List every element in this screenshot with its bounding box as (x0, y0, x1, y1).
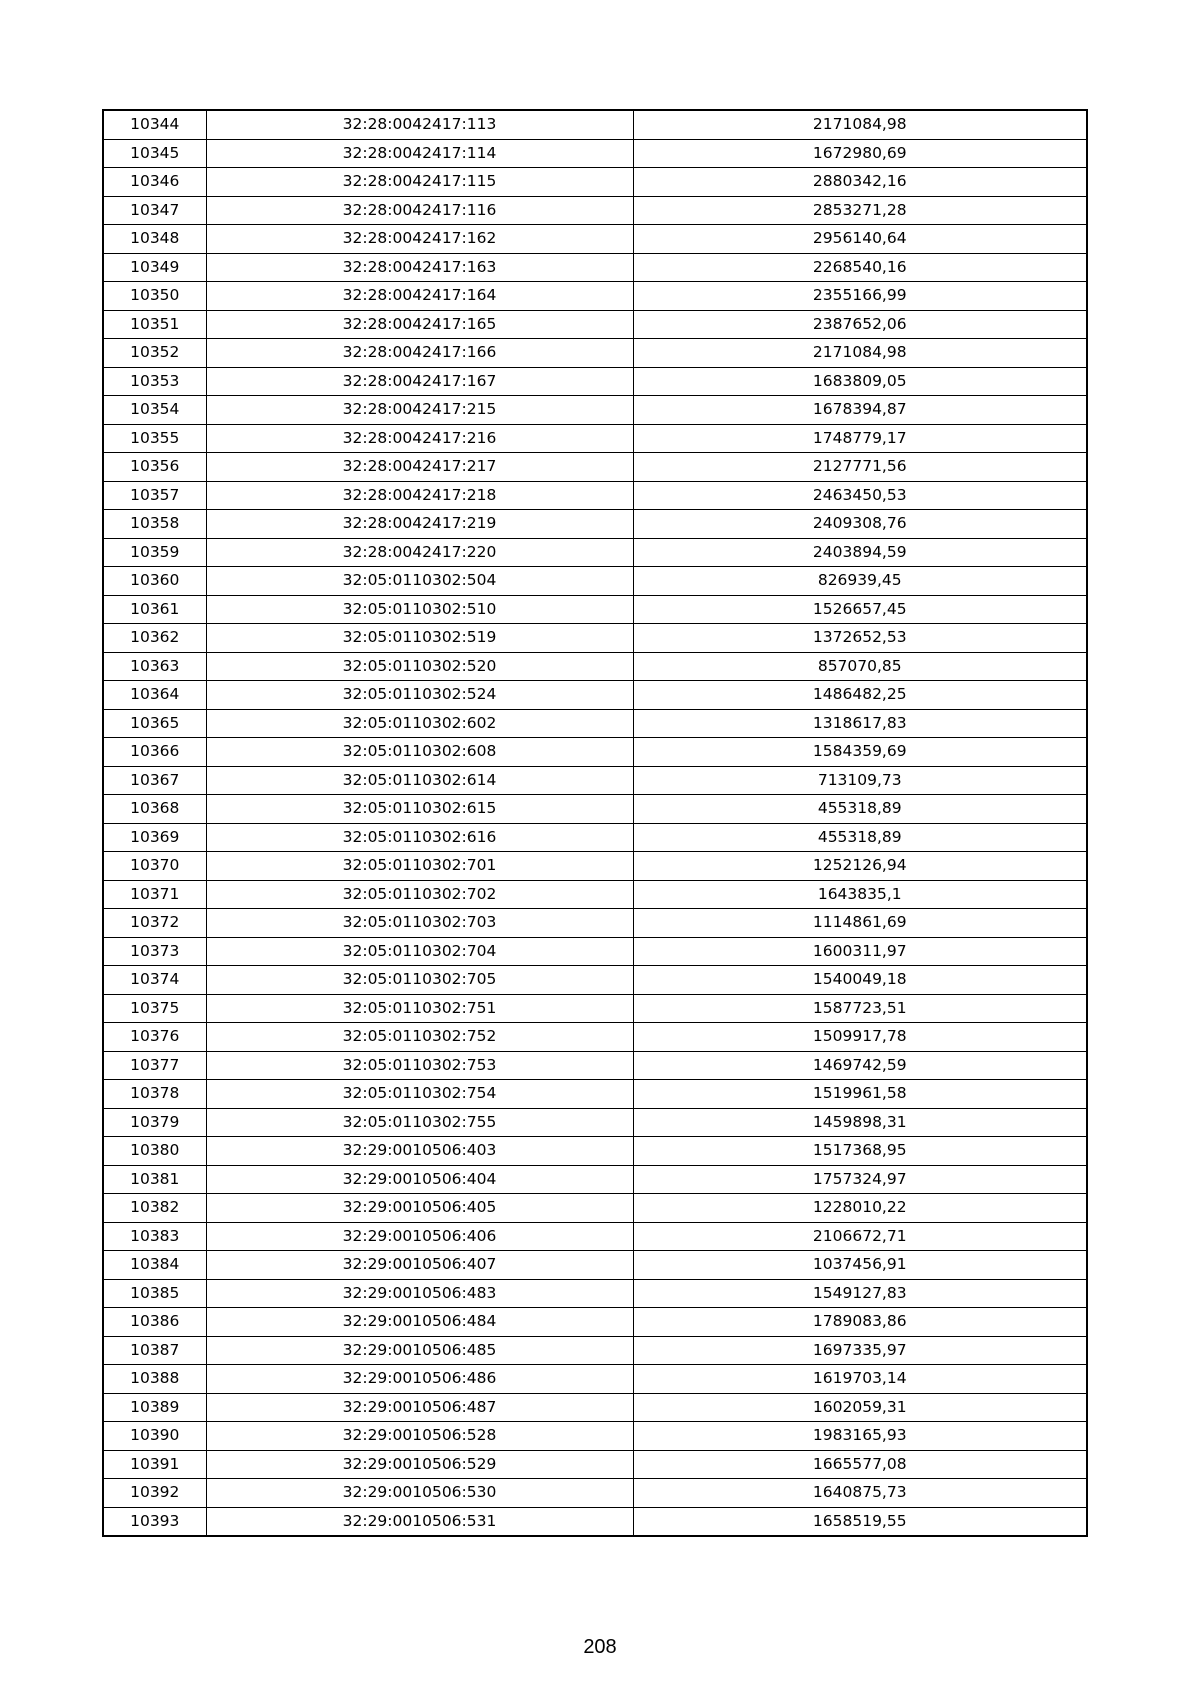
cadastral-value-cell: 1509917,78 (633, 1023, 1087, 1052)
page-number: 208 (583, 1636, 617, 1658)
cadastral-number-cell: 32:28:0042417:165 (206, 310, 633, 339)
cadastral-value-cell: 857070,85 (633, 652, 1087, 681)
cadastral-value-cell: 2463450,53 (633, 481, 1087, 510)
cadastral-number-cell: 32:28:0042417:216 (206, 424, 633, 453)
cadastral-value-cell: 1540049,18 (633, 966, 1087, 995)
cadastral-value-cell: 1983165,93 (633, 1422, 1087, 1451)
table-row (103, 481, 1087, 510)
row-number-cell: 10358 (103, 510, 206, 539)
cadastral-value-cell: 1519961,58 (633, 1080, 1087, 1109)
cadastral-value-cell: 455318,89 (633, 795, 1087, 824)
cadastral-number-cell: 32:28:0042417:217 (206, 453, 633, 482)
table-row (103, 139, 1087, 168)
row-number-cell: 10365 (103, 709, 206, 738)
cadastral-value-cell: 1697335,97 (633, 1336, 1087, 1365)
cadastral-number-cell: 32:28:0042417:215 (206, 396, 633, 425)
cadastral-number-cell: 32:29:0010506:531 (206, 1507, 633, 1536)
row-number-cell: 10345 (103, 139, 206, 168)
cadastral-number-cell: 32:29:0010506:530 (206, 1479, 633, 1508)
table-row (103, 681, 1087, 710)
row-number-cell: 10356 (103, 453, 206, 482)
cadastral-number-cell: 32:29:0010506:484 (206, 1308, 633, 1337)
cadastral-number-cell: 32:28:0042417:219 (206, 510, 633, 539)
table-row (103, 253, 1087, 282)
table-row (103, 595, 1087, 624)
table-row (103, 1194, 1087, 1223)
table-row (103, 1279, 1087, 1308)
row-number-cell: 10385 (103, 1279, 206, 1308)
cadastral-number-cell: 32:28:0042417:162 (206, 225, 633, 254)
cadastral-value-cell: 2403894,59 (633, 538, 1087, 567)
cadastral-value-cell: 1228010,22 (633, 1194, 1087, 1223)
cadastral-number-cell: 32:28:0042417:113 (206, 110, 633, 139)
row-number-cell: 10355 (103, 424, 206, 453)
cadastral-number-cell: 32:29:0010506:529 (206, 1450, 633, 1479)
cadastral-number-cell: 32:28:0042417:164 (206, 282, 633, 311)
row-number-cell: 10349 (103, 253, 206, 282)
cadastral-value-cell: 1658519,55 (633, 1507, 1087, 1536)
row-number-cell: 10377 (103, 1051, 206, 1080)
table-row (103, 994, 1087, 1023)
table-row (103, 196, 1087, 225)
row-number-cell: 10386 (103, 1308, 206, 1337)
row-number-cell: 10392 (103, 1479, 206, 1508)
cadastral-number-cell: 32:05:0110302:755 (206, 1108, 633, 1137)
table-row (103, 1422, 1087, 1451)
cadastral-value-cell: 1678394,87 (633, 396, 1087, 425)
row-number-cell: 10391 (103, 1450, 206, 1479)
cadastral-value-cell: 1789083,86 (633, 1308, 1087, 1337)
cadastral-value-cell: 455318,89 (633, 823, 1087, 852)
row-number-cell: 10347 (103, 196, 206, 225)
row-number-cell: 10376 (103, 1023, 206, 1052)
row-number-cell: 10364 (103, 681, 206, 710)
table-row (103, 795, 1087, 824)
row-number-cell: 10361 (103, 595, 206, 624)
cadastral-number-cell: 32:28:0042417:114 (206, 139, 633, 168)
table-row (103, 1023, 1087, 1052)
table-row (103, 310, 1087, 339)
cadastral-number-cell: 32:05:0110302:615 (206, 795, 633, 824)
cadastral-value-cell: 1372652,53 (633, 624, 1087, 653)
cadastral-number-cell: 32:29:0010506:407 (206, 1251, 633, 1280)
table-row (103, 880, 1087, 909)
cadastral-value-cell: 2171084,98 (633, 110, 1087, 139)
row-number-cell: 10346 (103, 168, 206, 197)
row-number-cell: 10383 (103, 1222, 206, 1251)
cadastral-value-cell: 2387652,06 (633, 310, 1087, 339)
cadastral-value-cell: 1683809,05 (633, 367, 1087, 396)
table-row (103, 1365, 1087, 1394)
cadastral-number-cell: 32:28:0042417:167 (206, 367, 633, 396)
table-row (103, 624, 1087, 653)
cadastral-number-cell: 32:28:0042417:115 (206, 168, 633, 197)
cadastral-number-cell: 32:29:0010506:405 (206, 1194, 633, 1223)
cadastral-value-cell: 1665577,08 (633, 1450, 1087, 1479)
cadastral-number-cell: 32:29:0010506:406 (206, 1222, 633, 1251)
table-row (103, 110, 1087, 139)
row-number-cell: 10357 (103, 481, 206, 510)
cadastral-value-cell: 2355166,99 (633, 282, 1087, 311)
cadastral-value-cell: 713109,73 (633, 766, 1087, 795)
row-number-cell: 10352 (103, 339, 206, 368)
cadastral-number-cell: 32:29:0010506:404 (206, 1165, 633, 1194)
cadastral-value-cell: 1748779,17 (633, 424, 1087, 453)
cadastral-value-cell: 2127771,56 (633, 453, 1087, 482)
cadastral-value-cell: 1619703,14 (633, 1365, 1087, 1394)
cadastral-value-cell: 1587723,51 (633, 994, 1087, 1023)
row-number-cell: 10378 (103, 1080, 206, 1109)
table-row (103, 1393, 1087, 1422)
table-row (103, 1165, 1087, 1194)
cadastral-value-cell: 2106672,71 (633, 1222, 1087, 1251)
table-row (103, 225, 1087, 254)
cadastral-value-cell: 1037456,91 (633, 1251, 1087, 1280)
row-number-cell: 10380 (103, 1137, 206, 1166)
row-number-cell: 10359 (103, 538, 206, 567)
row-number-cell: 10387 (103, 1336, 206, 1365)
table-row (103, 766, 1087, 795)
cadastral-number-cell: 32:05:0110302:519 (206, 624, 633, 653)
cadastral-value-cell: 1252126,94 (633, 852, 1087, 881)
cadastral-value-cell: 2880342,16 (633, 168, 1087, 197)
table-row (103, 1222, 1087, 1251)
row-number-cell: 10382 (103, 1194, 206, 1223)
table-row (103, 1080, 1087, 1109)
row-number-cell: 10363 (103, 652, 206, 681)
table-row (103, 1336, 1087, 1365)
cadastral-value-cell: 2171084,98 (633, 339, 1087, 368)
cadastral-value-cell: 1114861,69 (633, 909, 1087, 938)
row-number-cell: 10348 (103, 225, 206, 254)
cadastral-value-cell: 1584359,69 (633, 738, 1087, 767)
cadastral-value-cell: 1672980,69 (633, 139, 1087, 168)
cadastral-number-cell: 32:28:0042417:116 (206, 196, 633, 225)
cadastral-value-cell: 1757324,97 (633, 1165, 1087, 1194)
cadastral-value-cell: 2853271,28 (633, 196, 1087, 225)
cadastral-value-cell: 1526657,45 (633, 595, 1087, 624)
cadastral-value-cell: 1602059,31 (633, 1393, 1087, 1422)
table-row (103, 538, 1087, 567)
row-number-cell: 10344 (103, 110, 206, 139)
row-number-cell: 10368 (103, 795, 206, 824)
cadastral-value-cell: 1486482,25 (633, 681, 1087, 710)
cadastral-number-cell: 32:05:0110302:704 (206, 937, 633, 966)
table-row (103, 168, 1087, 197)
cadastral-number-cell: 32:05:0110302:614 (206, 766, 633, 795)
table-row (103, 510, 1087, 539)
row-number-cell: 10389 (103, 1393, 206, 1422)
cadastral-value-cell: 826939,45 (633, 567, 1087, 596)
table-row (103, 424, 1087, 453)
row-number-cell: 10373 (103, 937, 206, 966)
cadastral-number-cell: 32:05:0110302:602 (206, 709, 633, 738)
table-row (103, 738, 1087, 767)
table-row (103, 852, 1087, 881)
row-number-cell: 10381 (103, 1165, 206, 1194)
cadastral-number-cell: 32:28:0042417:220 (206, 538, 633, 567)
table-row (103, 823, 1087, 852)
cadastral-value-cell: 1600311,97 (633, 937, 1087, 966)
row-number-cell: 10353 (103, 367, 206, 396)
cadastral-number-cell: 32:05:0110302:510 (206, 595, 633, 624)
table-row (103, 709, 1087, 738)
row-number-cell: 10390 (103, 1422, 206, 1451)
cadastral-value-cell: 1640875,73 (633, 1479, 1087, 1508)
row-number-cell: 10360 (103, 567, 206, 596)
cadastral-value-table (102, 109, 1088, 1537)
cadastral-number-cell: 32:29:0010506:403 (206, 1137, 633, 1166)
table-body (103, 110, 1087, 1536)
table-row (103, 1507, 1087, 1536)
cadastral-number-cell: 32:05:0110302:751 (206, 994, 633, 1023)
cadastral-number-cell: 32:05:0110302:754 (206, 1080, 633, 1109)
cadastral-number-cell: 32:05:0110302:616 (206, 823, 633, 852)
row-number-cell: 10362 (103, 624, 206, 653)
cadastral-value-cell: 1469742,59 (633, 1051, 1087, 1080)
cadastral-number-cell: 32:05:0110302:752 (206, 1023, 633, 1052)
table-row (103, 282, 1087, 311)
cadastral-number-cell: 32:29:0010506:528 (206, 1422, 633, 1451)
cadastral-number-cell: 32:05:0110302:520 (206, 652, 633, 681)
cadastral-number-cell: 32:28:0042417:166 (206, 339, 633, 368)
table-row (103, 1450, 1087, 1479)
table-row (103, 966, 1087, 995)
row-number-cell: 10366 (103, 738, 206, 767)
cadastral-number-cell: 32:28:0042417:163 (206, 253, 633, 282)
table-row (103, 453, 1087, 482)
table-row (103, 367, 1087, 396)
row-number-cell: 10375 (103, 994, 206, 1023)
row-number-cell: 10354 (103, 396, 206, 425)
row-number-cell: 10351 (103, 310, 206, 339)
cadastral-number-cell: 32:05:0110302:705 (206, 966, 633, 995)
cadastral-number-cell: 32:05:0110302:702 (206, 880, 633, 909)
row-number-cell: 10367 (103, 766, 206, 795)
cadastral-number-cell: 32:05:0110302:701 (206, 852, 633, 881)
cadastral-value-cell: 1459898,31 (633, 1108, 1087, 1137)
row-number-cell: 10388 (103, 1365, 206, 1394)
table-row (103, 1108, 1087, 1137)
cadastral-number-cell: 32:29:0010506:487 (206, 1393, 633, 1422)
table-row (103, 1051, 1087, 1080)
table-row (103, 1479, 1087, 1508)
cadastral-number-cell: 32:05:0110302:504 (206, 567, 633, 596)
table-row (103, 909, 1087, 938)
table-row (103, 1251, 1087, 1280)
row-number-cell: 10379 (103, 1108, 206, 1137)
cadastral-number-cell: 32:05:0110302:524 (206, 681, 633, 710)
row-number-cell: 10370 (103, 852, 206, 881)
cadastral-value-cell: 2956140,64 (633, 225, 1087, 254)
cadastral-number-cell: 32:05:0110302:703 (206, 909, 633, 938)
cadastral-number-cell: 32:28:0042417:218 (206, 481, 633, 510)
cadastral-value-cell: 1318617,83 (633, 709, 1087, 738)
cadastral-number-cell: 32:29:0010506:486 (206, 1365, 633, 1394)
row-number-cell: 10384 (103, 1251, 206, 1280)
row-number-cell: 10393 (103, 1507, 206, 1536)
cadastral-value-cell: 2409308,76 (633, 510, 1087, 539)
cadastral-number-cell: 32:05:0110302:753 (206, 1051, 633, 1080)
table-row (103, 652, 1087, 681)
cadastral-value-cell: 1549127,83 (633, 1279, 1087, 1308)
table-row (103, 1308, 1087, 1337)
cadastral-number-cell: 32:29:0010506:485 (206, 1336, 633, 1365)
table-row (103, 1137, 1087, 1166)
cadastral-value-cell: 1517368,95 (633, 1137, 1087, 1166)
cadastral-number-cell: 32:29:0010506:483 (206, 1279, 633, 1308)
row-number-cell: 10350 (103, 282, 206, 311)
row-number-cell: 10372 (103, 909, 206, 938)
table-row (103, 937, 1087, 966)
row-number-cell: 10371 (103, 880, 206, 909)
table-row (103, 567, 1087, 596)
table-row (103, 339, 1087, 368)
row-number-cell: 10369 (103, 823, 206, 852)
cadastral-value-cell: 2268540,16 (633, 253, 1087, 282)
table-row (103, 396, 1087, 425)
cadastral-number-cell: 32:05:0110302:608 (206, 738, 633, 767)
row-number-cell: 10374 (103, 966, 206, 995)
cadastral-value-cell: 1643835,1 (633, 880, 1087, 909)
